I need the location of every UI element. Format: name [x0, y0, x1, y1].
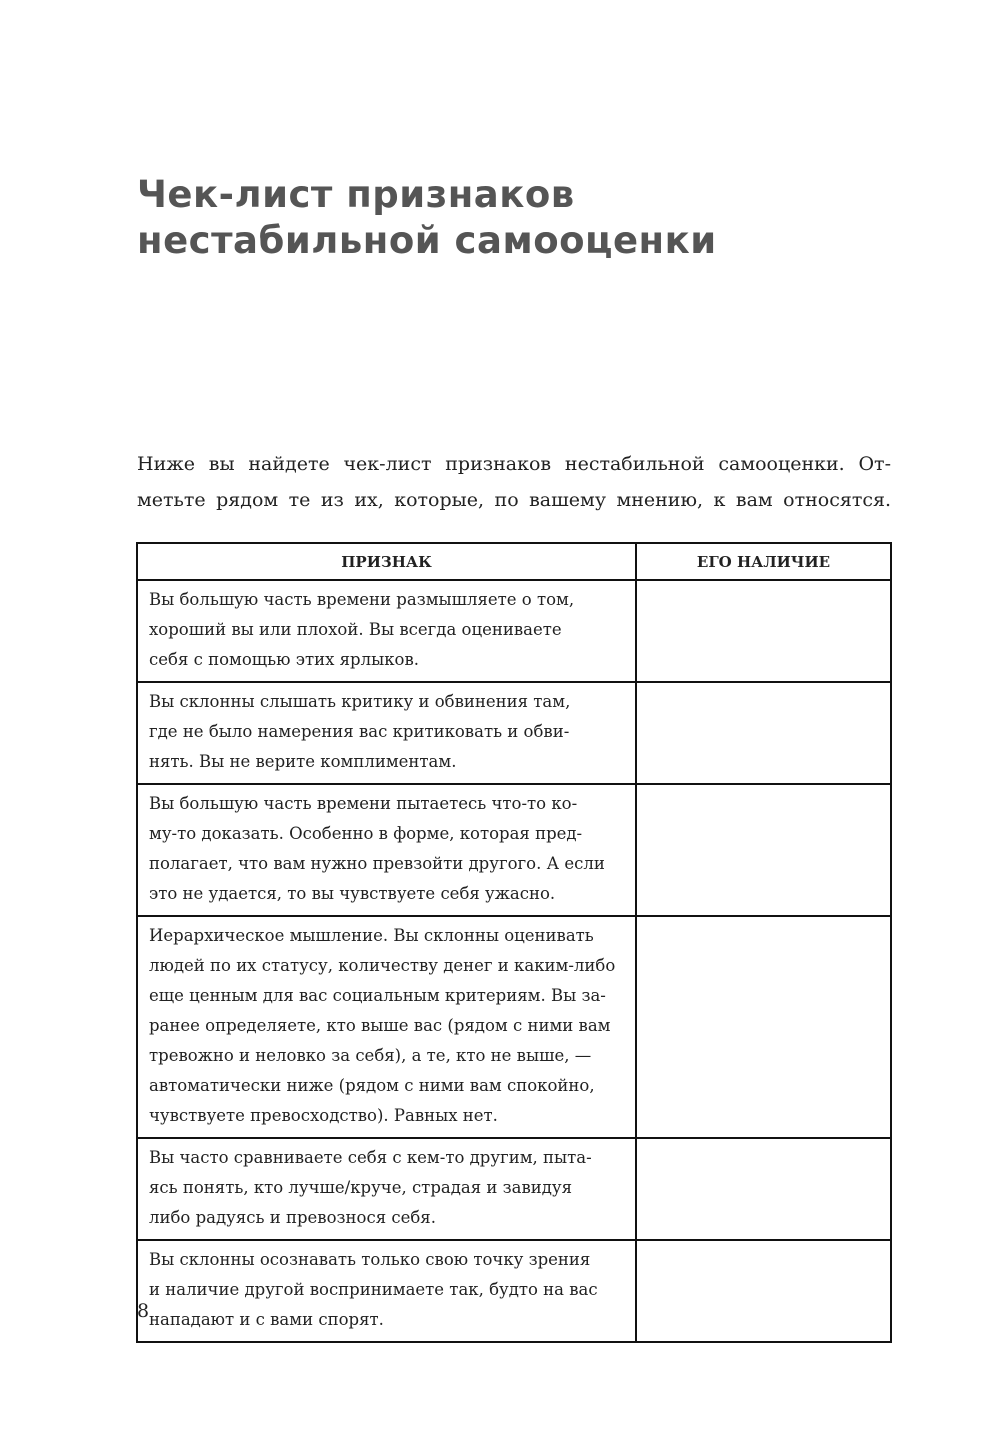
sign-text: Вы большую часть времени пытаетесь что-то ко- му-то доказать. Особенно в форме, которая пред- полагает, что вам нужно превзойти другого. А если это не удается, то вы чувствуете себя ужасно.	[149, 794, 605, 903]
sign-text: Вы склонны осознавать только свою точку зрения и наличие другой воспринимаете так, будто на вас нападают и с вами спорят.	[149, 1250, 598, 1329]
table-row	[137, 1138, 891, 1240]
sign-cell	[137, 1138, 636, 1240]
sign-text: Вы большую часть времени размышляете о том, хороший вы или плохой. Вы всегда оцениваете себя с помощью этих ярлыков.	[149, 590, 575, 669]
sign-cell	[137, 784, 636, 916]
presence-cell[interactable]	[636, 1138, 891, 1240]
table-row	[137, 784, 891, 916]
sign-text: Вы склонны слышать критику и обвинения там, где не было намерения вас критиковать и обви- нять. Вы не верите комплиментам.	[149, 692, 571, 771]
sign-text: Иерархическое мышление. Вы склонны оценивать людей по их статусу, количеству денег и каким-либо еще ценным для вас социальным критериям. Вы за- ранее определяете, кто выше вас (рядом с ними вам тревожно и неловко за себя), а те, кто не выше, — автоматически ниже (рядом с ними вам спокойно, чувствуете превосходство). Равных нет.	[149, 926, 616, 1125]
sign-cell	[137, 580, 636, 682]
table-row	[137, 1240, 891, 1342]
column-header-sign: ПРИЗНАК	[137, 543, 636, 580]
presence-cell[interactable]	[636, 916, 891, 1138]
column-header-presence: ЕГО НАЛИЧИЕ	[636, 543, 891, 580]
sign-cell	[137, 1240, 636, 1342]
table-header-row	[137, 543, 891, 580]
presence-cell[interactable]	[636, 682, 891, 784]
checklist-table	[136, 542, 892, 1343]
sign-text: Вы часто сравниваете себя с кем-то другим, пыта- ясь понять, кто лучше/круче, страдая и завидуя либо радуясь и превознося себя.	[149, 1148, 592, 1227]
sign-cell	[137, 916, 636, 1138]
presence-cell[interactable]	[636, 1240, 891, 1342]
table-row	[137, 916, 891, 1138]
table-row	[137, 682, 891, 784]
table-row	[137, 580, 891, 682]
page-title: Чек-лист признаков нестабильной самооценки	[137, 173, 717, 262]
intro-paragraph: Ниже вы найдете чек-лист признаков нестабильной самооценки. От- метьте рядом те из их, которые, по вашему мнению, к вам относятся.	[137, 453, 891, 511]
presence-cell[interactable]	[636, 580, 891, 682]
presence-cell[interactable]	[636, 784, 891, 916]
sign-cell	[137, 682, 636, 784]
page-number: 8	[137, 1300, 150, 1322]
